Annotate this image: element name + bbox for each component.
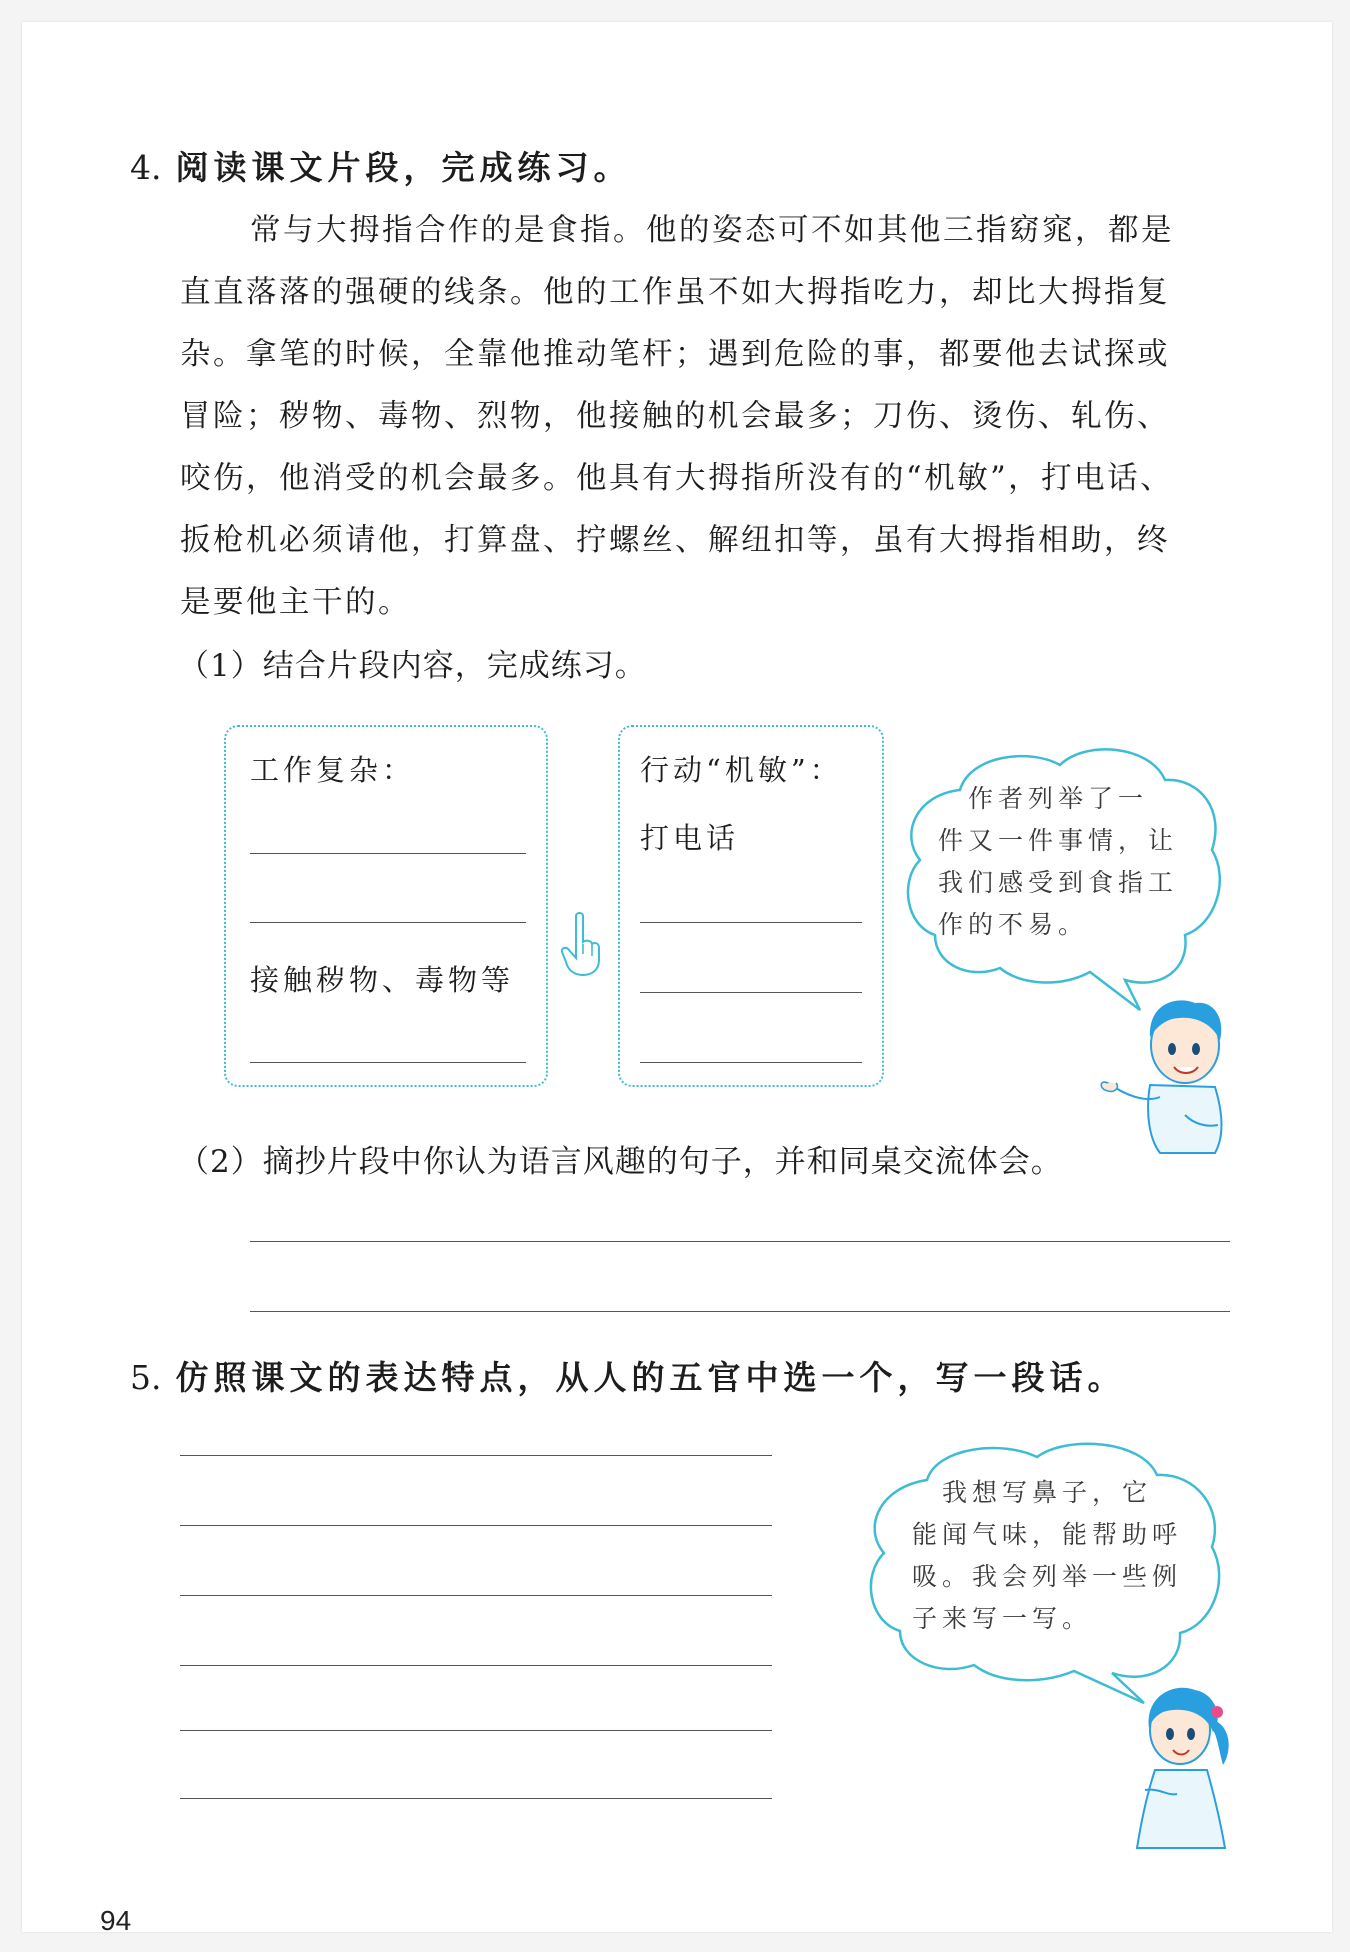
answer-line[interactable] — [250, 922, 526, 923]
bubble-line: 我想写鼻子，它 — [912, 1478, 1153, 1507]
bubble-line: 作者列举了一 — [938, 784, 1149, 813]
box-action-quick-label: 行动“机敏”： — [640, 753, 843, 787]
bubble-line: 子来写一写。 — [912, 1604, 1093, 1633]
boy-illustration — [1090, 975, 1240, 1155]
q4-number: 4. — [130, 148, 162, 187]
q5-title: 仿照课文的表达特点，从人的五官中选一个，写一段话。 — [175, 1358, 1126, 1397]
bubble-line: 我们感受到食指工 — [938, 868, 1179, 897]
pointing-hand-icon — [556, 910, 606, 978]
bubble-line: 吸。我会列举一些例 — [912, 1562, 1183, 1591]
q4-passage — [180, 200, 1230, 634]
writing-line[interactable] — [180, 1665, 772, 1666]
passage-line: 是要他主干的。 — [180, 585, 411, 620]
q4-title: 阅读课文片段，完成练习。 — [175, 148, 632, 187]
bubble-line: 件又一件事情，让 — [938, 826, 1179, 855]
bubble-line: 能闻气味，能帮助呼 — [912, 1520, 1183, 1549]
bubble-line: 作的不易。 — [938, 910, 1089, 939]
q5-number: 5. — [130, 1358, 162, 1397]
answer-line[interactable] — [250, 1241, 1230, 1242]
writing-line[interactable] — [180, 1730, 772, 1731]
bubble-hint-1 — [938, 778, 1198, 946]
box-action-quick-example: 打电话 — [640, 821, 740, 855]
writing-line[interactable] — [180, 1455, 772, 1456]
passage-line: 常与大拇指合作的是食指。他的姿态可不如其他三指窈窕，都是 — [250, 213, 1174, 248]
q4-part2-prompt: （2）摘抄片段中你认为语言风趣的句子，并和同桌交流体会。 — [178, 1144, 1063, 1180]
box-work-complex-example: 接触秽物、毒物等 — [250, 963, 515, 997]
answer-line[interactable] — [640, 992, 862, 993]
answer-line[interactable] — [640, 1062, 862, 1063]
page-number: 94 — [100, 1905, 132, 1936]
passage-line: 杂。拿笔的时候，全靠他推动笔杆；遇到危险的事，都要他去试探或 — [180, 337, 1170, 372]
writing-line[interactable] — [180, 1525, 772, 1526]
passage-line: 咬伤，他消受的机会最多。他具有大拇指所没有的“机敏”，打电话、 — [180, 461, 1174, 496]
girl-illustration — [1115, 1670, 1245, 1850]
box-work-complex-label: 工作复杂： — [250, 753, 416, 787]
writing-line[interactable] — [180, 1798, 772, 1799]
answer-line[interactable] — [250, 853, 526, 854]
passage-line: 直直落落的强硬的线条。他的工作虽不如大拇指吃力，却比大拇指复 — [180, 275, 1170, 310]
answer-line[interactable] — [250, 1311, 1230, 1312]
answer-line[interactable] — [640, 922, 862, 923]
q4-heading — [130, 142, 632, 189]
writing-line[interactable] — [180, 1595, 772, 1596]
answer-line[interactable] — [250, 1062, 526, 1063]
passage-line: 扳枪机必须请他，打算盘、拧螺丝、解纽扣等，虽有大拇指相助，终 — [180, 523, 1170, 558]
q5-heading — [130, 1352, 1126, 1399]
bubble-hint-2 — [912, 1472, 1202, 1640]
passage-line: 冒险；秽物、毒物、烈物，他接触的机会最多；刀伤、烫伤、轧伤、 — [180, 399, 1170, 434]
q4-part1-prompt: （1）结合片段内容，完成练习。 — [178, 648, 647, 684]
